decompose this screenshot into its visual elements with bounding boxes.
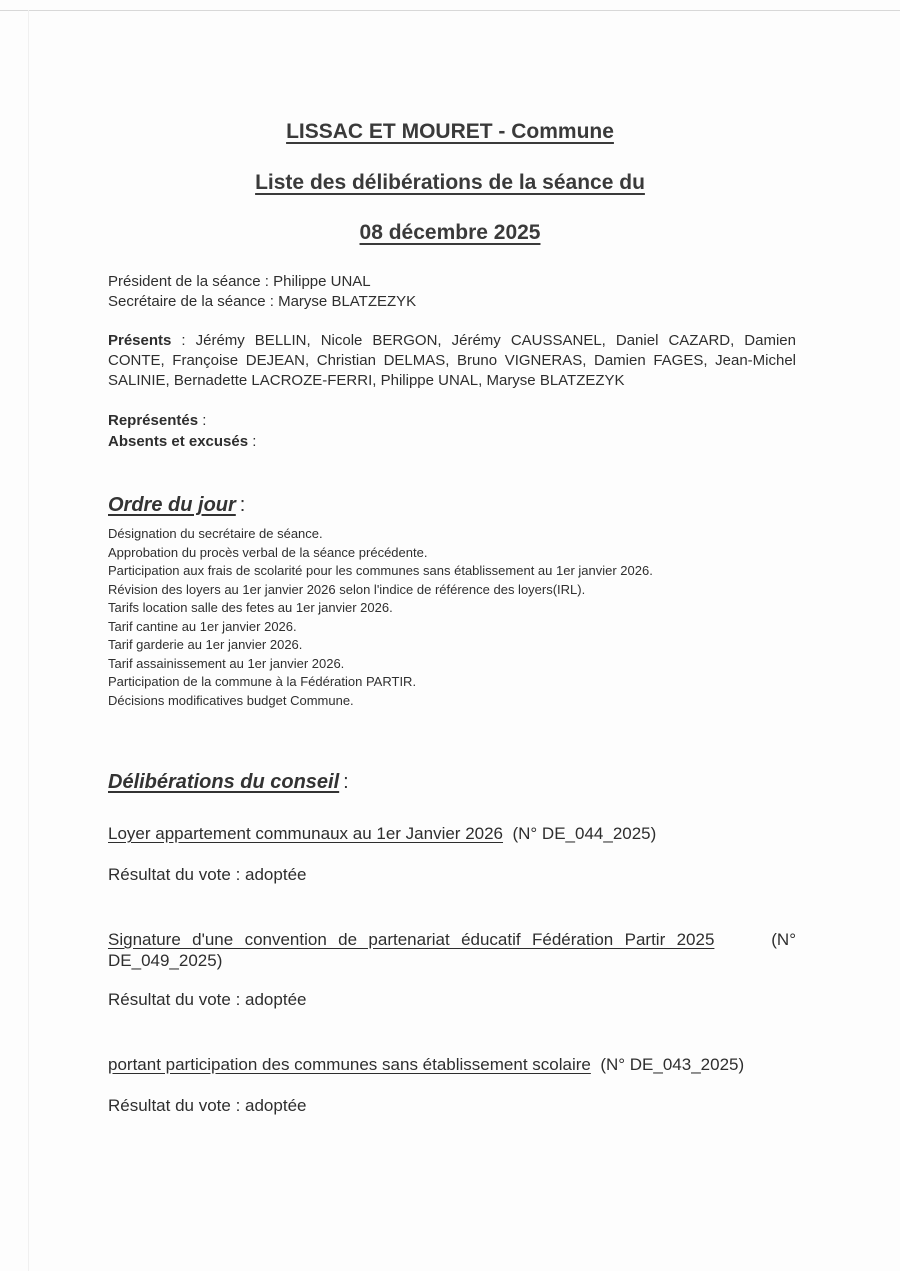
vote-result: Résultat du vote : adoptée — [108, 990, 307, 1009]
agenda-item: Approbation du procès verbal de la séance précédente. — [108, 544, 428, 560]
agenda-item: Participation de la commune à la Fédération PARTIR. — [108, 674, 417, 689]
deliberation-ref: (N° DE_043_2025) — [600, 1055, 745, 1074]
presents-label: Présents — [108, 332, 172, 349]
deliberations-heading-text: Délibérations du conseil — [108, 771, 340, 793]
secretary-line: Secrétaire de la séance : Maryse BLATZEZYK — [108, 293, 417, 310]
agenda-item: Participation aux frais de scolarité pour les communes sans établissement au 1er janvier 2026. — [108, 563, 653, 578]
absents-line — [108, 432, 796, 452]
session-date: 08 décembre 2025 — [359, 221, 541, 244]
agenda-item: Tarif cantine au 1er janvier 2026. — [108, 618, 297, 634]
deliberations-heading — [108, 771, 349, 794]
vote-result: Résultat du vote : adoptée — [108, 1096, 307, 1115]
presents-paragraph — [108, 331, 796, 391]
deliberation-title-text: portant participation des communes sans établissement scolaire — [108, 1055, 591, 1074]
list-title: Liste des délibérations de la séance du — [255, 171, 645, 194]
agenda-item: Révision des loyers au 1er janvier 2026 selon l'indice de référence des loyers(IRL). — [108, 581, 586, 597]
represented-label: Représentés — [108, 412, 199, 429]
presents-list: : Jérémy BELLIN, Nicole BERGON, Jérémy CAUSSANEL, Daniel CAZARD, Damien CONTE, Françoise DEJEAN, Christian DELMAS, Bruno VIGNERAS, Damien FAGES, Jean-Michel SALINIE, Bernadette LACROZE-FERRI, Philippe UNAL, Maryse BLATZEZYK — [108, 332, 796, 389]
commune-title: LISSAC ET MOURET - Commune — [286, 120, 614, 143]
absents-suffix: : — [248, 433, 257, 450]
represented-suffix: : — [198, 412, 207, 429]
deliberation-title — [108, 823, 796, 844]
agenda-item: Tarif assainissement au 1er janvier 2026. — [108, 655, 345, 671]
deliberation-ref: (N° DE_044_2025) — [512, 824, 657, 843]
agenda-item: Désignation du secrétaire de séance. — [108, 526, 323, 541]
agenda-heading-text: Ordre du jour — [108, 494, 236, 516]
agenda-item: Décisions modificatives budget Commune. — [108, 692, 354, 708]
scan-edge — [0, 10, 900, 11]
deliberation-title-text: Signature d'une convention de partenariat éducatif Fédération Partir 2025 — [108, 930, 715, 949]
scan-edge-left — [28, 10, 29, 1271]
absents-label: Absents et excusés — [108, 433, 249, 450]
agenda-item: Tarif garderie au 1er janvier 2026. — [108, 637, 303, 652]
president-line: Président de la séance : Philippe UNAL — [108, 273, 371, 290]
agenda-heading-colon: : — [239, 494, 246, 516]
agenda-item: Tarifs location salle des fetes au 1er janvier 2026. — [108, 600, 393, 615]
deliberation-title-text: Loyer appartement communaux au 1er Janvier 2026 — [108, 824, 504, 843]
deliberation-title — [108, 929, 796, 971]
vote-result: Résultat du vote : adoptée — [108, 865, 307, 884]
represented-line — [108, 411, 796, 431]
deliberation-title — [108, 1054, 796, 1075]
session-officers — [108, 272, 796, 312]
deliberations-heading-colon: : — [343, 771, 349, 793]
agenda-list — [108, 525, 808, 710]
deliberation-ref: (N° DE_049_2025) — [108, 930, 796, 970]
agenda-heading — [108, 494, 245, 517]
